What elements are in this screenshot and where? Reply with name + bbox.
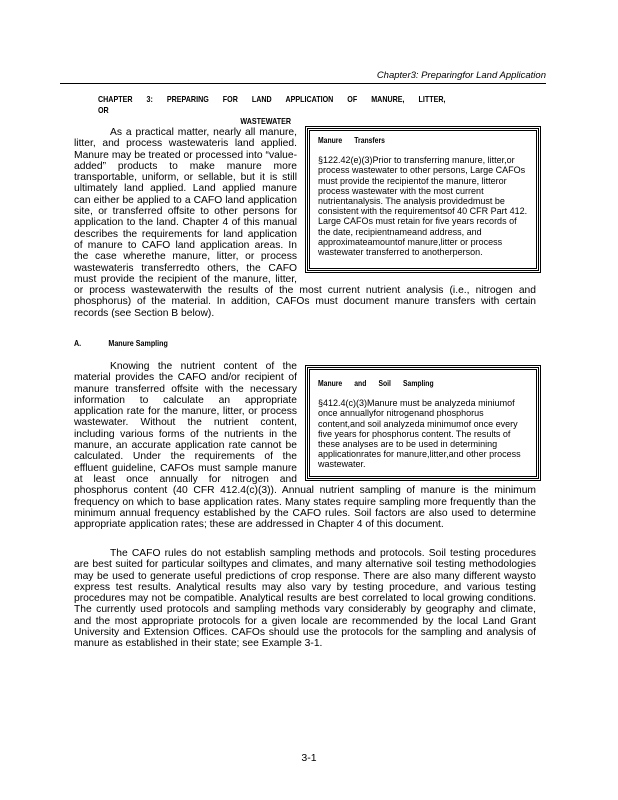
section-letter: A. (74, 338, 82, 348)
manure-soil-sampling-sidebar (307, 367, 539, 479)
section-title: Manure Sampling (108, 338, 168, 348)
sidebar-text: §412.4(c)(3)Manure must be analyzeda miniumof once annuallyfor nitrogenand phosphorus content,and soil analyzeda minimumof once every five years for phosphorus content. The results of these analyses are to be used in determining applicationrates for manure,litter,and other process wastewater. (318, 398, 521, 470)
page-number: 3-1 (301, 752, 317, 764)
chapter-title-line1: CHAPTER 3: PREPARING FOR LAND APPLICATION OF MANURE, LITTER, OR (98, 94, 446, 115)
chapter-title (98, 94, 459, 127)
sidebar-text: §122.42(e)(3)Prior to transferring manure, litter,or process wastewater to other persons, Large CAFOs must provide the recipientof the manure, litteror process wastewater with the most current nutrientanalysis. The analysis providedmust be consistent with the requirementsof 40 CFR Part 412. Large CAFOs must retain for five years records of the date, recipientnameand address, and approximateamountof manure,litter or process wastewater transferred to anotherperson. (318, 155, 528, 258)
protocols-section (74, 548, 536, 650)
intro-section (74, 127, 536, 319)
running-header: Chapter3: Preparingfor Land Application (60, 70, 546, 84)
chapter-title-line2: WASTEWATER (240, 116, 292, 126)
sampling-section (74, 361, 536, 530)
sidebar-title: Manure Transfers (318, 136, 385, 145)
section-heading (74, 338, 168, 348)
protocols-paragraph: The CAFO rules do not establish sampling methods and protocols. Soil testing procedures are best suited for particular soiltypes and climates, and many alternative soil testing methodologies may be used to generate useful predictions of crop response. There are also many different waysto express test results. Analytical results may also vary by testing procedure, and various testing procedures may not be compatible. Analytical results are best correlated to local growing conditions. The currently used protocols and sampling methods vary considerably by geography and climate, and the most appropriate protocols for a given locale are recommended by the local Land Grant University and Extension Offices. CAFOs should use the protocols for the sampling and analysis of manure as established in their state; see Example 3-1. (74, 548, 536, 650)
manure-transfers-sidebar (307, 128, 539, 271)
sampling-paragraph: Knowing the nutrient content of the material provides the CAFO and/or recipient of manure transferred offsite with the necessary information to calculate an appropriate application rate for the manure, litter, or process wastewater. Without the nutrient content, including various forms of the nutrients in the manure, an accurate application rate cannot be calculated. Under the requirements of the effluent guideline, CAFOs must sample manure at least once annually for nitrogen and phosphorus content (40 CFR 412.4(c)(3)). Annual nutrient sampling of manure is the minimum frequency on which to base application rates. Many states require sampling more frequently than the minimum annual frequency established by the CAFO rules. Soil factors are also used to determine appropriate application rates; these are addressed in Chapter 4 of this document. (74, 361, 536, 531)
intro-paragraph: As a practical matter, nearly all manure, litter, and process wastewateris land applied. Manure may be treated or processed into “value-added” products to make manure more transportable, uniform, or sellable, but it is still ultimately land applied. Land applied manure can either be applied to a CAFO land application site, or transferred offsite to other persons for application to the land. Chapter 4 of this manual describes the requirements for land application of manure to CAFO land application areas. In the case wherethe manure, litter, or process wastewateris transferredto others, the CAFO must provide the recipient of the manure, litter, or process wastewaterwith the results of the most current nutrient analysis (i.e., nitrogen and phosphorus) of the material. In addition, CAFOs must document manure transfers with certain records (see Section B below). (74, 127, 536, 319)
sidebar-title: Manure and Soil Sampling (318, 379, 434, 388)
